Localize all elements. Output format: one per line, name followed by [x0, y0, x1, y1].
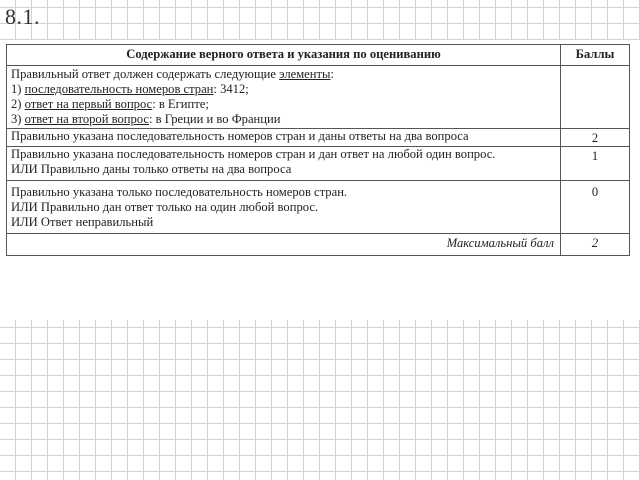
criteria-header: Содержание верного ответа и указания по оцениванию [7, 45, 561, 66]
grading-sheet [0, 40, 640, 320]
answer-intro: Правильный ответ должен содержать следующие элементы: [11, 67, 334, 81]
answer-item-3: 3) ответ на второй вопрос: в Греции и во Франции [11, 112, 281, 126]
answer-item-2: 2) ответ на первый вопрос: в Египте; [11, 97, 209, 111]
max-score-row [7, 234, 630, 256]
score-2: 2 [591, 131, 599, 145]
max-score-value: 2 [561, 234, 630, 256]
elements-word: элементы [279, 67, 331, 81]
score-2-cell [561, 129, 630, 147]
criteria-1-line-2: ИЛИ Правильно даны только ответы на два вопроса [11, 162, 292, 176]
max-score-label: Максимальный балл [7, 234, 561, 256]
grading-table [6, 44, 630, 256]
criteria-0-line-2: ИЛИ Правильно дан ответ только на один любой вопрос. [11, 200, 319, 214]
table-header-row [7, 45, 630, 66]
score-0: 0 [591, 185, 599, 199]
score-1: 1 [591, 149, 599, 163]
criteria-row-1 [7, 147, 630, 181]
answer-item-1: 1) последовательность номеров стран: 3412; [11, 82, 249, 96]
criteria-1-line-1: Правильно указана последовательность номеров стран и дан ответ на любой один вопрос. [11, 147, 496, 161]
score-header: Баллы [561, 45, 630, 66]
score-1-cell [561, 147, 630, 181]
score-0-cell [561, 181, 630, 234]
answer-score-cell [561, 66, 630, 129]
answer-row [7, 66, 630, 129]
answer-cell [7, 66, 561, 129]
criteria-row-0 [7, 181, 630, 234]
criteria-0-line-1: Правильно указана только последовательность номеров стран. [11, 185, 348, 199]
task-number: 8.1. [5, 4, 40, 29]
criteria-cell-1 [7, 147, 561, 181]
criteria-cell-2 [7, 129, 561, 147]
criteria-2-line: Правильно указана последовательность номеров стран и даны ответы на два вопроса [11, 129, 469, 143]
criteria-row-2 [7, 129, 630, 147]
criteria-0-line-3: ИЛИ Ответ неправильный [11, 215, 154, 229]
criteria-cell-0 [7, 181, 561, 234]
